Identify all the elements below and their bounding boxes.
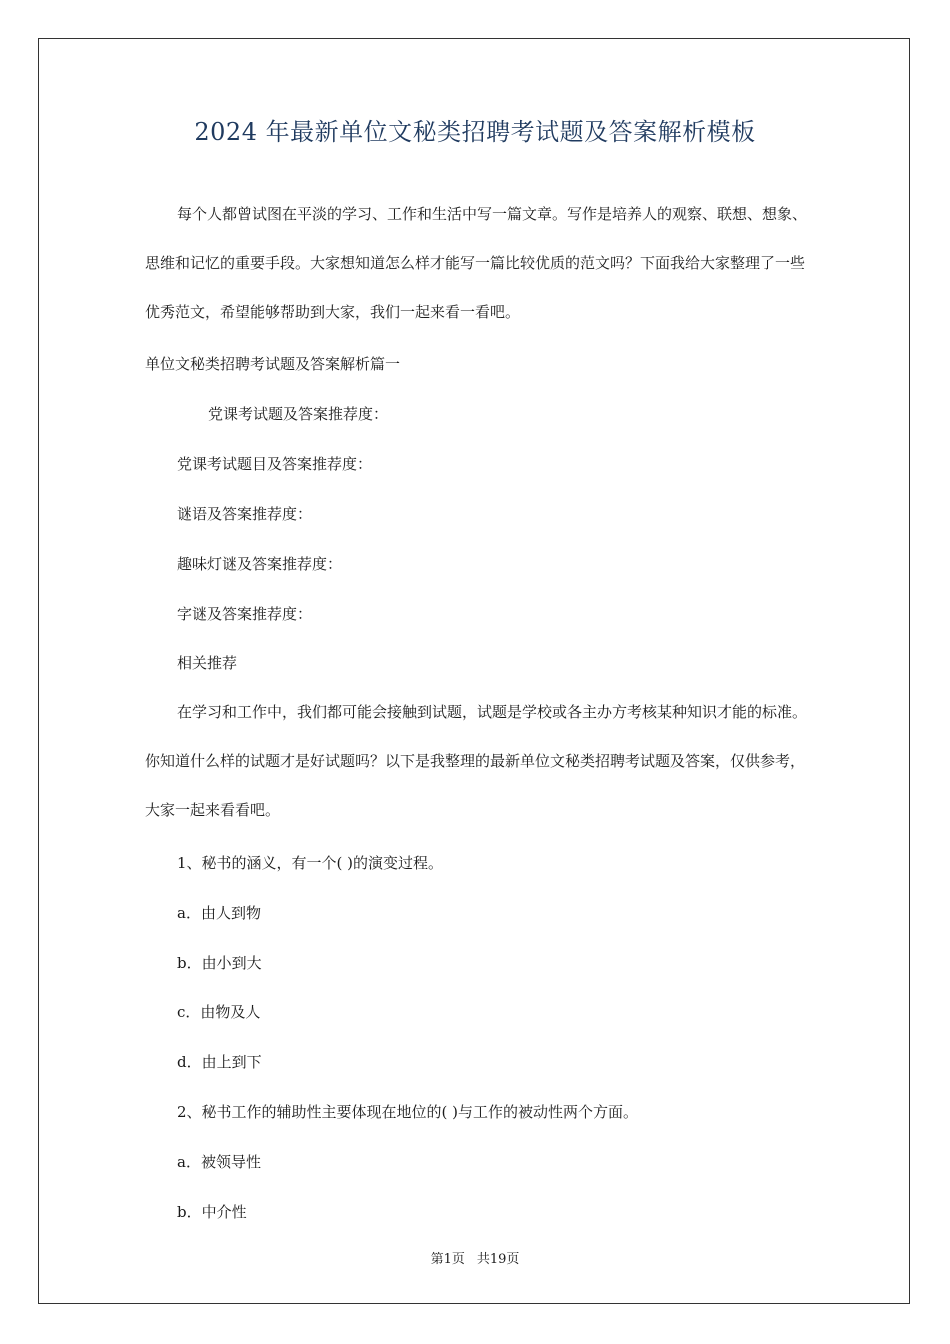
option-d: d．由上到下 (177, 1053, 262, 1071)
option-b: b．中介性 (177, 1203, 247, 1221)
recommend-item: 谜语及答案推荐度： (177, 505, 313, 523)
page-number: 第1页 (430, 1252, 465, 1267)
recommend-item: 党课考试题及答案推荐度： (208, 405, 389, 423)
document-title: 2024 年最新单位文秘类招聘考试题及答案解析模板 (194, 118, 756, 146)
option-a: a．由人到物 (177, 904, 261, 922)
related-heading: 相关推荐 (177, 654, 238, 672)
body-paragraph: 在学习和工作中，我们都可能会接触到试题，试题是学校或各主办方考核某种知识才能的标准。你知道什么样的试题才是好试题吗？以下是我整理的最新单位文秘类招聘考试题及答案，仅供参考，大家一起来看看吧。 (145, 703, 808, 819)
recommend-item: 党课考试题目及答案推荐度： (177, 455, 373, 473)
recommend-item: 趣味灯谜及答案推荐度： (177, 555, 343, 573)
page-footer (0, 1248, 950, 1267)
question-2: 2、秘书工作的辅助性主要体现在地位的( )与工作的被动性两个方面。 (177, 1103, 639, 1121)
recommend-item: 字谜及答案推荐度： (177, 605, 313, 623)
question-1: 1、秘书的涵义，有一个( )的演变过程。 (177, 854, 444, 872)
option-c: c．由物及人 (177, 1003, 261, 1021)
option-b: b．由小到大 (177, 954, 262, 972)
section-heading: 单位文秘类招聘考试题及答案解析篇一 (145, 355, 401, 373)
option-a: a．被领导性 (177, 1153, 261, 1171)
intro-paragraph: 每个人都曾试图在平淡的学习、工作和生活中写一篇文章。写作是培养人的观察、联想、想象、思维和记忆的重要手段。大家想知道怎么样才能写一篇比较优质的范文吗？下面我给大家整理了一些优秀范文，希望能够帮助到大家，我们一起来看一看吧。 (145, 205, 808, 321)
page-total: 共19页 (476, 1252, 520, 1267)
